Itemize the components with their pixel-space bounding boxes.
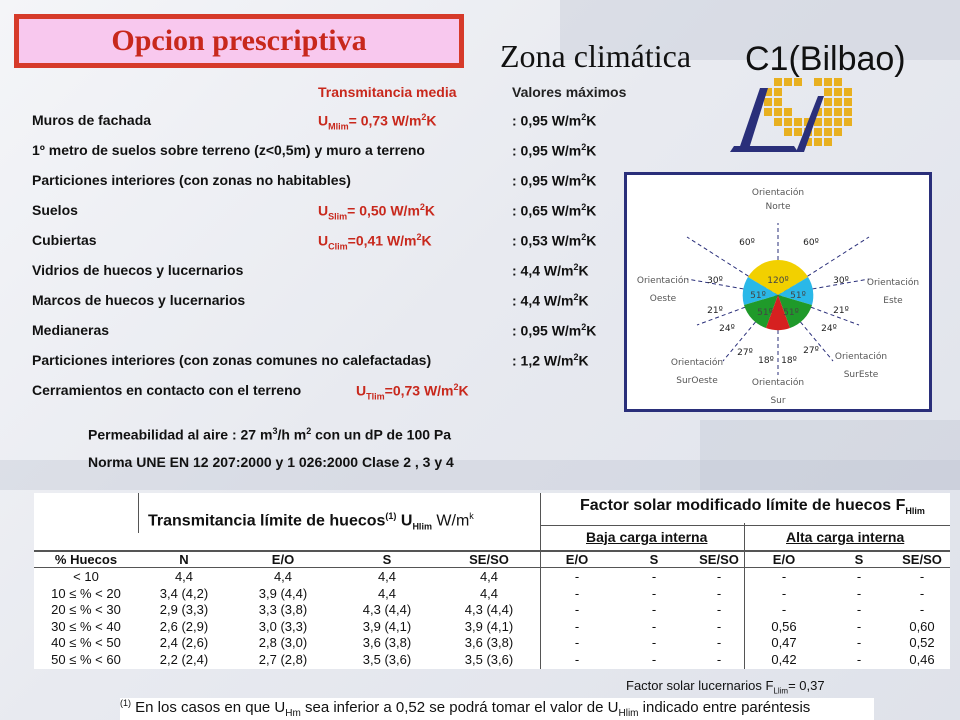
table-header-baja: Baja carga interna xyxy=(586,529,708,545)
climate-zone-logo-icon xyxy=(730,74,860,154)
table-cell: 3,5 (3,6) xyxy=(362,651,412,667)
table-cell: 4,3 (4,4) xyxy=(464,602,514,617)
compass-angle: 24º xyxy=(719,324,735,334)
compass-label: Orientación xyxy=(834,352,888,362)
table-cell: - xyxy=(574,651,580,667)
table-cell: - xyxy=(651,651,657,667)
compass-label: Orientación xyxy=(636,276,690,286)
row-marcos xyxy=(32,292,589,309)
table-cell: - xyxy=(574,569,580,584)
row-max-value: : 0,65 $W/m^2K$ xyxy=(512,202,597,219)
compass-inner-angle: 51º xyxy=(783,308,799,318)
row-particiones-no-habitables xyxy=(32,172,597,189)
table-cell: 0,47 xyxy=(771,635,797,650)
table-cell: - xyxy=(856,635,862,650)
table-cell: 50 ≤ % < 60 xyxy=(51,651,121,667)
compass-angle: 60º xyxy=(803,238,819,248)
table-cell: 4,4 xyxy=(479,585,499,601)
row-label: Cubiertas xyxy=(32,232,97,248)
permeabilidad-line: Permeabilidad al aire : 27 $m^3/h$ $m^2$ con un dP de 100 Pa xyxy=(88,426,452,443)
table-column-header: N xyxy=(138,551,230,568)
row-label: Particiones interiores (con zonas no habitables) xyxy=(32,172,351,188)
row-u-value: $U_{Clim}=0,41$ $W/m^2K$ xyxy=(318,232,432,252)
table-cell: 3,4 (4,2) xyxy=(159,585,209,601)
table-column-header: % Huecos xyxy=(34,551,138,568)
background-decoration xyxy=(700,420,960,490)
row-particiones-comunes xyxy=(32,352,589,369)
table-cell: - xyxy=(781,602,787,617)
compass-inner-angle: 51º xyxy=(757,308,773,318)
table-cell: - xyxy=(716,569,722,584)
table-cell: 3,0 (3,3) xyxy=(258,618,308,634)
table-cell: - xyxy=(919,602,925,617)
table-header-alta: Alta carga interna xyxy=(786,529,905,545)
row-max-value: : 0,95 $W/m^2K$ xyxy=(512,112,597,129)
table-cell: 2,7 (2,8) xyxy=(258,651,308,667)
compass-label: Orientación xyxy=(751,188,805,198)
table-cell: 40 ≤ % < 50 xyxy=(51,635,121,650)
table-cell: 3,9 (4,1) xyxy=(362,618,412,634)
compass-angle: 21º xyxy=(833,306,849,316)
row-label: 1º metro de suelos sobre terreno (z<0,5m) y muro a terreno xyxy=(32,142,425,158)
table-column-header: E/O xyxy=(230,551,336,568)
compass-angle: 60º xyxy=(739,238,755,248)
row-label: Suelos xyxy=(32,202,78,218)
table-column-header: S xyxy=(824,551,894,568)
row-max-value: : 0,95 $W/m^2K$ xyxy=(512,322,597,339)
row-max-value: : 0,95 $W/m^2K$ xyxy=(512,172,597,189)
table-cell: - xyxy=(574,618,580,634)
row-max-value: : 0,53 $W/m^2K$ xyxy=(512,232,597,249)
table-cell: 3,9 (4,4) xyxy=(258,585,308,601)
table-cell: 2,2 (2,4) xyxy=(159,651,209,667)
table-cell: 4,3 (4,4) xyxy=(362,602,412,617)
table-cell: - xyxy=(856,651,862,667)
compass-label: Orientación xyxy=(866,278,920,288)
table-cell: 0,56 xyxy=(771,618,797,634)
table-cell: 3,6 (3,8) xyxy=(464,635,514,650)
table-cell: - xyxy=(856,569,862,584)
table-column-header: SE/SO xyxy=(894,551,950,568)
compass-inner-angle: 120º xyxy=(767,276,789,286)
compass-angle: 30º xyxy=(833,276,849,286)
table-cell: - xyxy=(716,635,722,650)
table-cell: - xyxy=(919,569,925,584)
table-cell: - xyxy=(651,585,657,601)
row-max-value: : 4,4 $W/m^2K$ xyxy=(512,262,589,279)
huecos-table xyxy=(34,493,950,669)
table-cell: - xyxy=(716,651,722,667)
table-cell: 20 ≤ % < 30 xyxy=(51,602,121,617)
table-cell: 3,9 (4,1) xyxy=(464,618,514,634)
compass-angle: 30º xyxy=(707,276,723,286)
compass-label: Este xyxy=(883,296,903,306)
table-cell: 0,46 xyxy=(909,651,935,667)
table-column-header: S xyxy=(336,551,438,568)
table-column-header: E/O xyxy=(540,551,614,568)
orientation-compass xyxy=(624,172,932,412)
table-divider xyxy=(540,525,950,526)
row-label: Particiones interiores (con zonas comunes no calefactadas) xyxy=(32,352,432,368)
table-cell: - xyxy=(856,618,862,634)
table-cell: - xyxy=(651,618,657,634)
compass-angle: 27º xyxy=(737,348,753,358)
footnote: $^{(1)}$ En los casos en que $U_{Hm}$ sea inferior a 0,52 se podrá tomar el valor de $U_{Hlim}$ indicado entre paréntesis xyxy=(120,698,874,720)
table-column-header: SE/SO xyxy=(694,551,744,568)
table-cell: 2,6 (2,9) xyxy=(159,618,209,634)
compass-label: Orientación xyxy=(670,358,724,368)
table-cell: 0,42 xyxy=(771,651,797,667)
compass-inner-angle: 51º xyxy=(790,291,806,301)
row-label: Muros de fachada xyxy=(32,112,152,128)
table-cell: 30 ≤ % < 40 xyxy=(51,618,121,634)
table-cell: 4,4 xyxy=(174,569,194,584)
row-muros xyxy=(32,112,597,132)
table-cell: - xyxy=(651,569,657,584)
lucernarios-factor: Factor solar lucernarios $F_{Llim}= 0,37$ xyxy=(626,678,825,696)
table-cell: 4,4 xyxy=(273,569,293,584)
row-u-value: $U_{Mlim}= 0,73$ $W/m^2K$ xyxy=(318,112,437,132)
compass-angle: 21º xyxy=(707,306,723,316)
header-valores: Valores máximos xyxy=(512,84,627,100)
row-cubiertas xyxy=(32,232,597,252)
compass-label: Oeste xyxy=(649,294,677,304)
row-label: Medianeras xyxy=(32,322,110,338)
row-suelos xyxy=(32,202,597,222)
table-cell: 2,8 (3,0) xyxy=(258,635,308,650)
table-cell: - xyxy=(856,585,862,601)
table-cell: - xyxy=(716,585,722,601)
zona-label: Zona climática xyxy=(500,38,692,74)
compass-angle: 24º xyxy=(821,324,837,334)
compass-angle: 18º xyxy=(781,356,797,366)
table-cell: 2,9 (3,3) xyxy=(159,602,209,617)
compass-label: Norte xyxy=(765,202,791,212)
row-suelos-terreno xyxy=(32,142,597,159)
city-label: C1(Bilbao) xyxy=(745,40,906,78)
table-cell: 0,60 xyxy=(909,618,935,634)
row-max-value: : 4,4 $W/m^2K$ xyxy=(512,292,589,309)
table-column-header: SE/SO xyxy=(438,551,540,568)
compass-label: Sur xyxy=(770,396,786,406)
compass-label: SurOeste xyxy=(676,376,718,386)
table-cell: 3,6 (3,8) xyxy=(362,635,412,650)
row-vidrios xyxy=(32,262,589,279)
table-cell: 4,4 xyxy=(377,569,397,584)
table-cell: 3,5 (3,6) xyxy=(464,651,514,667)
compass-label: SurEste xyxy=(843,370,879,380)
row-medianeras xyxy=(32,322,597,339)
row-u-value: $U_{Slim}= 0,50$ $W/m^2K$ xyxy=(318,202,436,222)
table-header-transmitancia: Transmitancia límite de huecos$^{(1)}$ $U_{Hlim}$ $W/m^k$ xyxy=(148,511,474,532)
table-divider xyxy=(138,493,139,533)
row-u-value: $U_{Tlim}=0,73$ $W/m^2K$ xyxy=(356,382,469,402)
table-header-factor-solar: Factor solar modificado límite de huecos $F_{Hlim}$ xyxy=(580,497,925,517)
table-cell: - xyxy=(574,585,580,601)
norma-line: Norma UNE EN 12 207:2000 y 1 026:2000 Clase 2 , 3 y 4 xyxy=(88,454,454,470)
table-cell: - xyxy=(919,585,925,601)
row-label: Cerramientos en contacto con el terreno xyxy=(32,382,302,398)
orientation-compass-diagram xyxy=(627,175,929,409)
compass-label: Orientación xyxy=(751,378,805,388)
row-max-value: : 0,95 $W/m^2K$ xyxy=(512,142,597,159)
table-cell: - xyxy=(574,635,580,650)
table-cell: - xyxy=(781,569,787,584)
table-column-header: S xyxy=(614,551,694,568)
row-cerramientos-terreno xyxy=(32,382,469,402)
table-cell: - xyxy=(781,585,787,601)
table-cell: 4,4 xyxy=(479,569,499,584)
row-max-value: : 1,2 $W/m^2K$ xyxy=(512,352,589,369)
row-label: Marcos de huecos y lucernarios xyxy=(32,292,246,308)
table-cell: - xyxy=(716,618,722,634)
table-cell: - xyxy=(716,602,722,617)
table-cell: 2,4 (2,6) xyxy=(159,635,209,650)
table-cell: - xyxy=(856,602,862,617)
table-cell: < 10 xyxy=(73,569,99,584)
compass-inner-angle: 51º xyxy=(750,291,766,301)
row-label: Vidrios de huecos y lucernarios xyxy=(32,262,244,278)
page-title: Opcion prescriptiva xyxy=(111,24,367,57)
table-cell: 0,52 xyxy=(909,635,935,650)
table-cell: 4,4 xyxy=(377,585,397,601)
table-cell: 3,3 (3,8) xyxy=(258,602,308,617)
table-cell: - xyxy=(651,635,657,650)
title-box xyxy=(14,14,464,68)
table-cell: - xyxy=(651,602,657,617)
compass-angle: 27º xyxy=(803,346,819,356)
header-transmitancia: Transmitancia media xyxy=(318,84,457,100)
table-column-header: E/O xyxy=(744,551,824,568)
table-cell: - xyxy=(574,602,580,617)
compass-angle: 18º xyxy=(758,356,774,366)
table-cell: 10 ≤ % < 20 xyxy=(51,585,121,601)
